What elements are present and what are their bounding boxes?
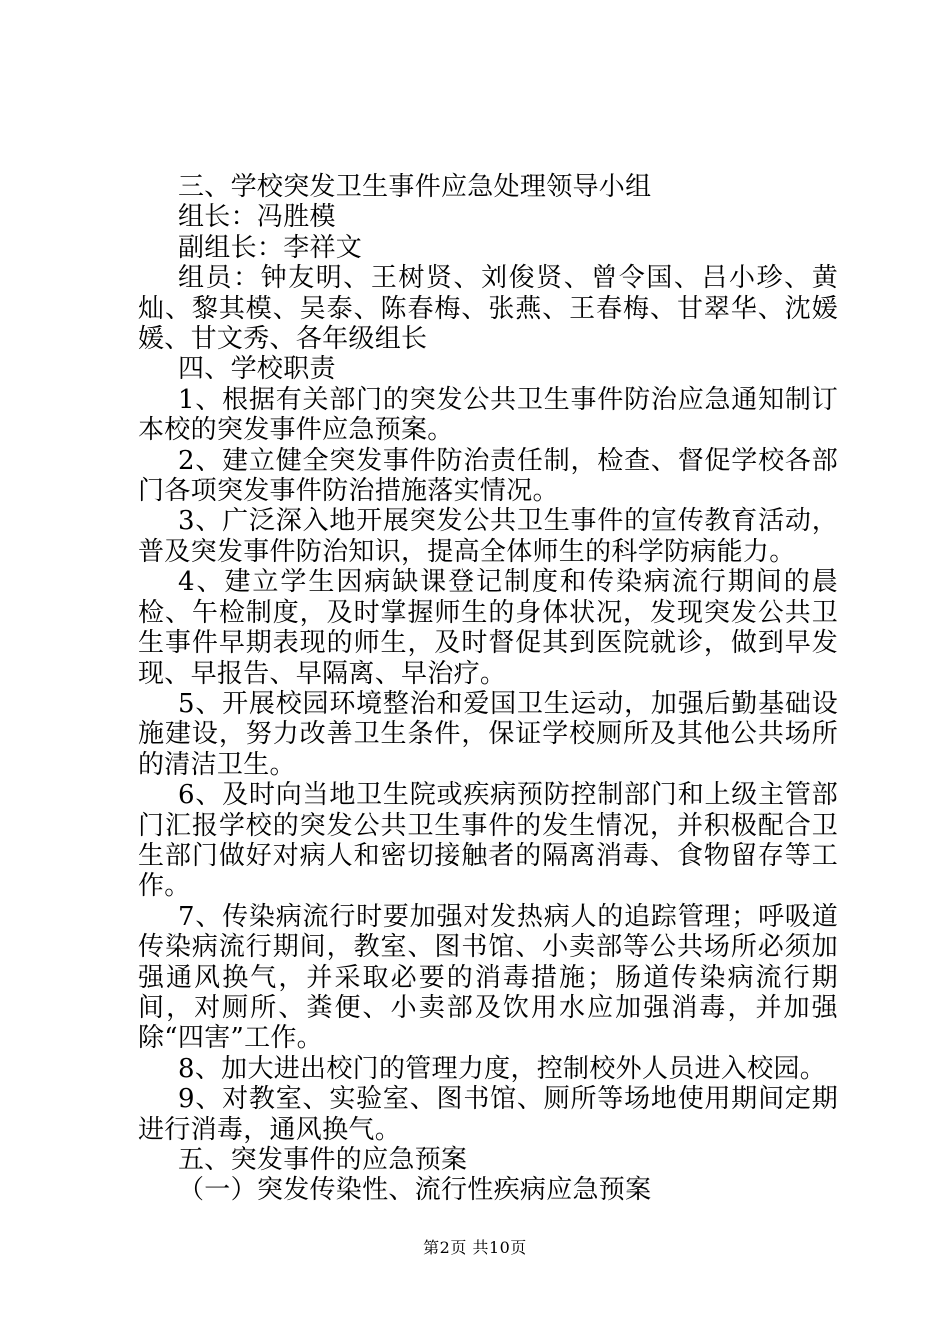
duty-item-7: 7、传染病流行时要加强对发热病人的追踪管理；呼吸道传染病流行期间，教室、图书馆、小卖部等公共场所必须加强通风换气，并采取必要的消毒措施；肠道传染病流行期间，对厕所、粪便、小卖部及饮用水应加强消毒，并加强除“四害”工作。 xyxy=(138,901,838,1054)
page-number-footer: 第2页 共10页 xyxy=(423,1238,527,1257)
duty-item-5: 5、开展校园环境整治和爱国卫生运动，加强后勤基础设施建设，努力改善卫生条件，保证学校厕所及其他公共场所的清洁卫生。 xyxy=(138,688,838,780)
duty-item-3: 3、广泛深入地开展突发公共卫生事件的宣传教育活动，普及突发事件防治知识，提高全体师生的科学防病能力。 xyxy=(138,506,838,567)
duty-item-1: 1、根据有关部门的突发公共卫生事件防治应急通知制订本校的突发事件应急预案。 xyxy=(138,384,838,446)
section-heading-leadership-group: 三、学校突发卫生事件应急处理领导小组 xyxy=(178,172,652,202)
group-members-paragraph: 组员：钟友明、王树贤、刘俊贤、曾令国、吕小珍、黄灿、黎其模、吴泰、陈春梅、张燕、王春梅、甘翠华、沈媛媛、甘文秀、各年级组长 xyxy=(138,263,838,355)
duty-item-2: 2、建立健全突发事件防治责任制，检查、督促学校各部门各项突发事件防治措施落实情况。 xyxy=(138,445,838,507)
duty-item-8: 8、加大进出校门的管理力度，控制校外人员进入校园。 xyxy=(178,1053,827,1084)
duty-item-6: 6、及时向当地卫生院或疾病预防控制部门和上级主管部门汇报学校的突发公共卫生事件的发生情况，并积极配合卫生部门做好对病人和密切接触者的隔离消毒、食物留存等工作。 xyxy=(138,780,838,902)
duty-item-9: 9、对教室、实验室、图书馆、厕所等场地使用期间定期进行消毒，通风换气。 xyxy=(138,1084,838,1145)
deputy-leader-line: 副组长：李祥文 xyxy=(178,232,363,263)
document-body xyxy=(138,172,838,1206)
section-heading-emergency-plans: 五、突发事件的应急预案 xyxy=(178,1145,468,1175)
section-heading-school-duties: 四、学校职责 xyxy=(178,354,336,385)
subsection-heading-infectious-disease-plan: （一）突发传染性、流行性疾病应急预案 xyxy=(178,1175,652,1206)
group-leader-line: 组长：冯胜模 xyxy=(178,202,336,233)
duty-item-4: 4、建立学生因病缺课登记制度和传染病流行期间的晨检、午检制度，及时掌握师生的身体状况，发现突发公共卫生事件早期表现的师生，及时督促其到医院就诊，做到早发现、早报告、早隔离、早治疗。 xyxy=(138,567,838,689)
